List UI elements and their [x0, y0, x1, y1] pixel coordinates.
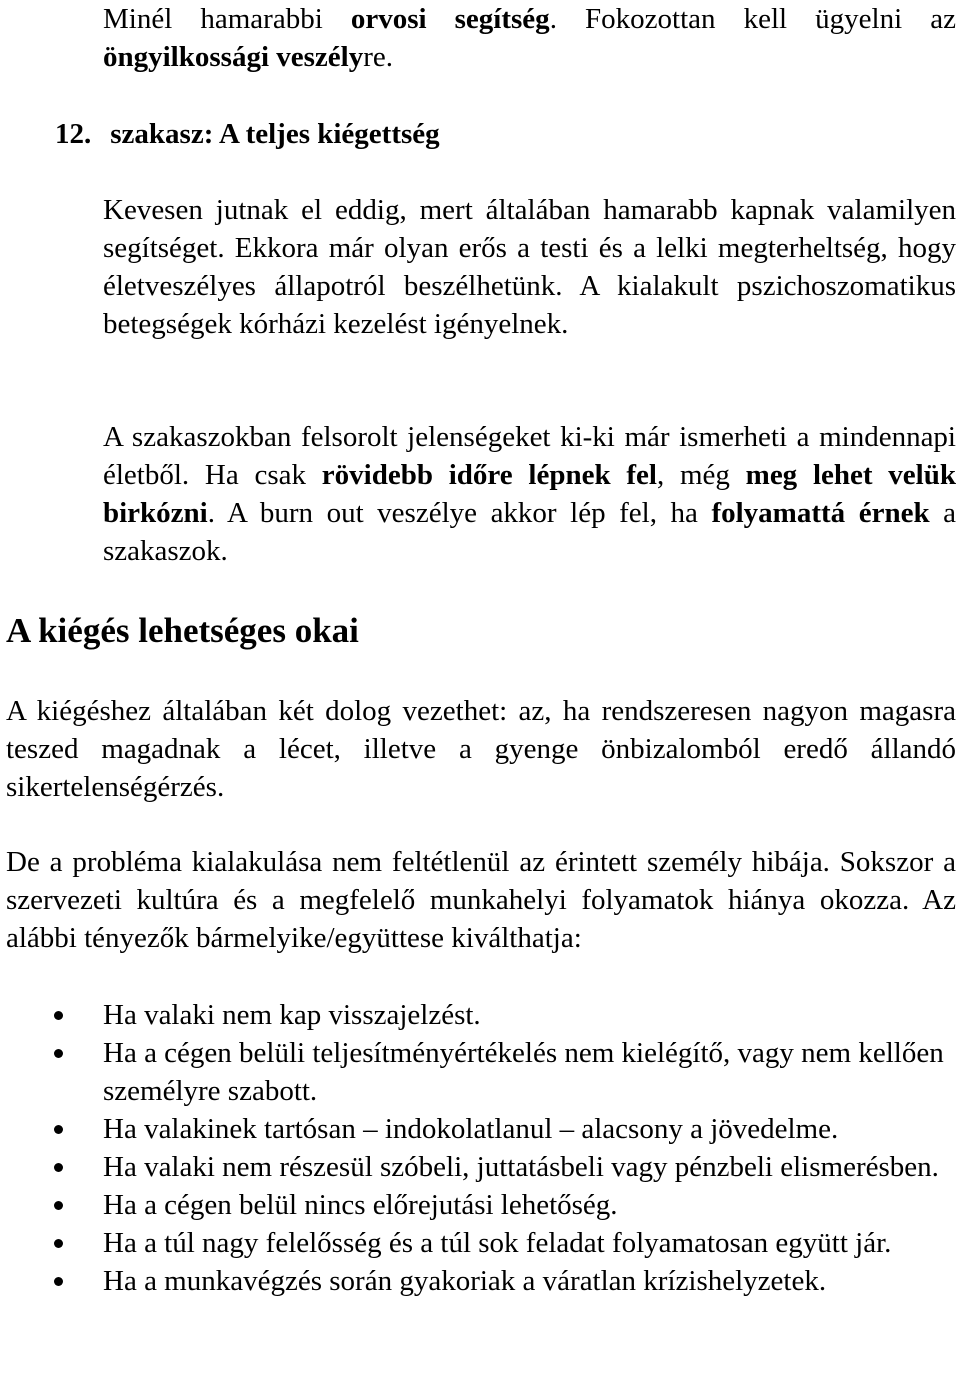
paragraph-kieges-okai: A kiégéshez általában két dolog vezethet: az, ha rendszeresen nagyon magasra teszed magadnak a lécet, illetve a gyenge önbizalomból eredő állandó sikertelenségérzés.: [6, 695, 956, 803]
text-run: , még: [656, 459, 746, 491]
section-title: szakasz: A teljes kiégettség: [110, 118, 440, 150]
list-item-text: Ha valaki nem kap visszajelzést.: [103, 999, 481, 1031]
list-item: [0, 1262, 956, 1300]
bullet-icon: [54, 1277, 63, 1286]
list-item: [0, 1110, 956, 1148]
paragraph-kevesen: Kevesen jutnak el eddig, mert általában hamarabb kapnak valamilyen segítséget. Ekkora már olyan erős a testi és a lelki megterheltség, hogy életveszélyes állapotról beszélhetünk. A kialakult pszichoszomatikus betegségek kórházi kezelést igényelnek.: [103, 194, 956, 340]
bold-run: folyamattá érnek: [711, 497, 930, 529]
bullet-icon: [54, 1049, 63, 1058]
list-item-text: Ha a túl nagy felelősség és a túl sok feladat folyamatosan együtt jár.: [103, 1227, 892, 1259]
list-item-text: Ha a cégen belüli teljesítményértékelés nem kielégítő, vagy nem kellően személyre szabott.: [103, 1037, 944, 1107]
list-item-text: Ha valaki nem részesül szóbeli, juttatásbeli vagy pénzbeli elismerésben.: [103, 1151, 939, 1183]
heading-kieges-okai: A kiégés lehetséges okai: [6, 611, 359, 650]
list-item: [0, 996, 956, 1034]
list-item: [0, 1186, 956, 1224]
section-number: 12.: [55, 118, 92, 150]
bullet-icon: [54, 1125, 63, 1134]
list-item-text: Ha valakinek tartósan – indokolatlanul – alacsony a jövedelme.: [103, 1113, 839, 1145]
bullet-icon: [54, 1201, 63, 1210]
text-run: A szakaszokban felsorolt jelenségeket ki-ki már ismerheti a mindennapi életből. Ha csak: [103, 421, 956, 491]
bold-run: meg lehet velük birkózni: [103, 459, 956, 529]
list-item-text: Ha a cégen belül nincs előrejutási lehetőség.: [103, 1189, 618, 1221]
paragraph-problema: De a probléma kialakulása nem feltétlenül az érintett személy hibája. Sokszor a szervezeti kultúra és a megfelelő munkahelyi folyamatok hiánya okozza. Az alábbi tényezők bármelyike/együttese kiválthatja:: [6, 846, 956, 954]
text-run: re.: [363, 41, 393, 73]
text-run: a szakaszok.: [103, 497, 957, 567]
bold-run: rövidebb időre lépnek fel: [321, 459, 657, 491]
text-run: . A burn out veszélye akkor lép fel, ha: [207, 497, 712, 529]
list-item: [0, 1224, 956, 1262]
list-item: [0, 1148, 956, 1186]
paragraph-szakaszok: [103, 418, 956, 570]
bullet-icon: [54, 1011, 63, 1020]
factor-list: [0, 996, 960, 1300]
section-heading-12: [55, 115, 440, 153]
text-run: Minél hamarabbi: [103, 3, 351, 35]
paragraph-orvosi-segitseg: [103, 0, 956, 76]
bullet-icon: [54, 1163, 63, 1172]
list-item-text: Ha a munkavégzés során gyakoriak a váratlan krízishelyzetek.: [103, 1265, 827, 1297]
bullet-icon: [54, 1239, 63, 1248]
text-run: . Fokozottan kell ügyelni az: [549, 3, 956, 35]
bold-run: öngyilkossági veszély: [103, 41, 364, 73]
list-item: [0, 1034, 956, 1110]
bold-run: orvosi segítség: [350, 3, 550, 35]
